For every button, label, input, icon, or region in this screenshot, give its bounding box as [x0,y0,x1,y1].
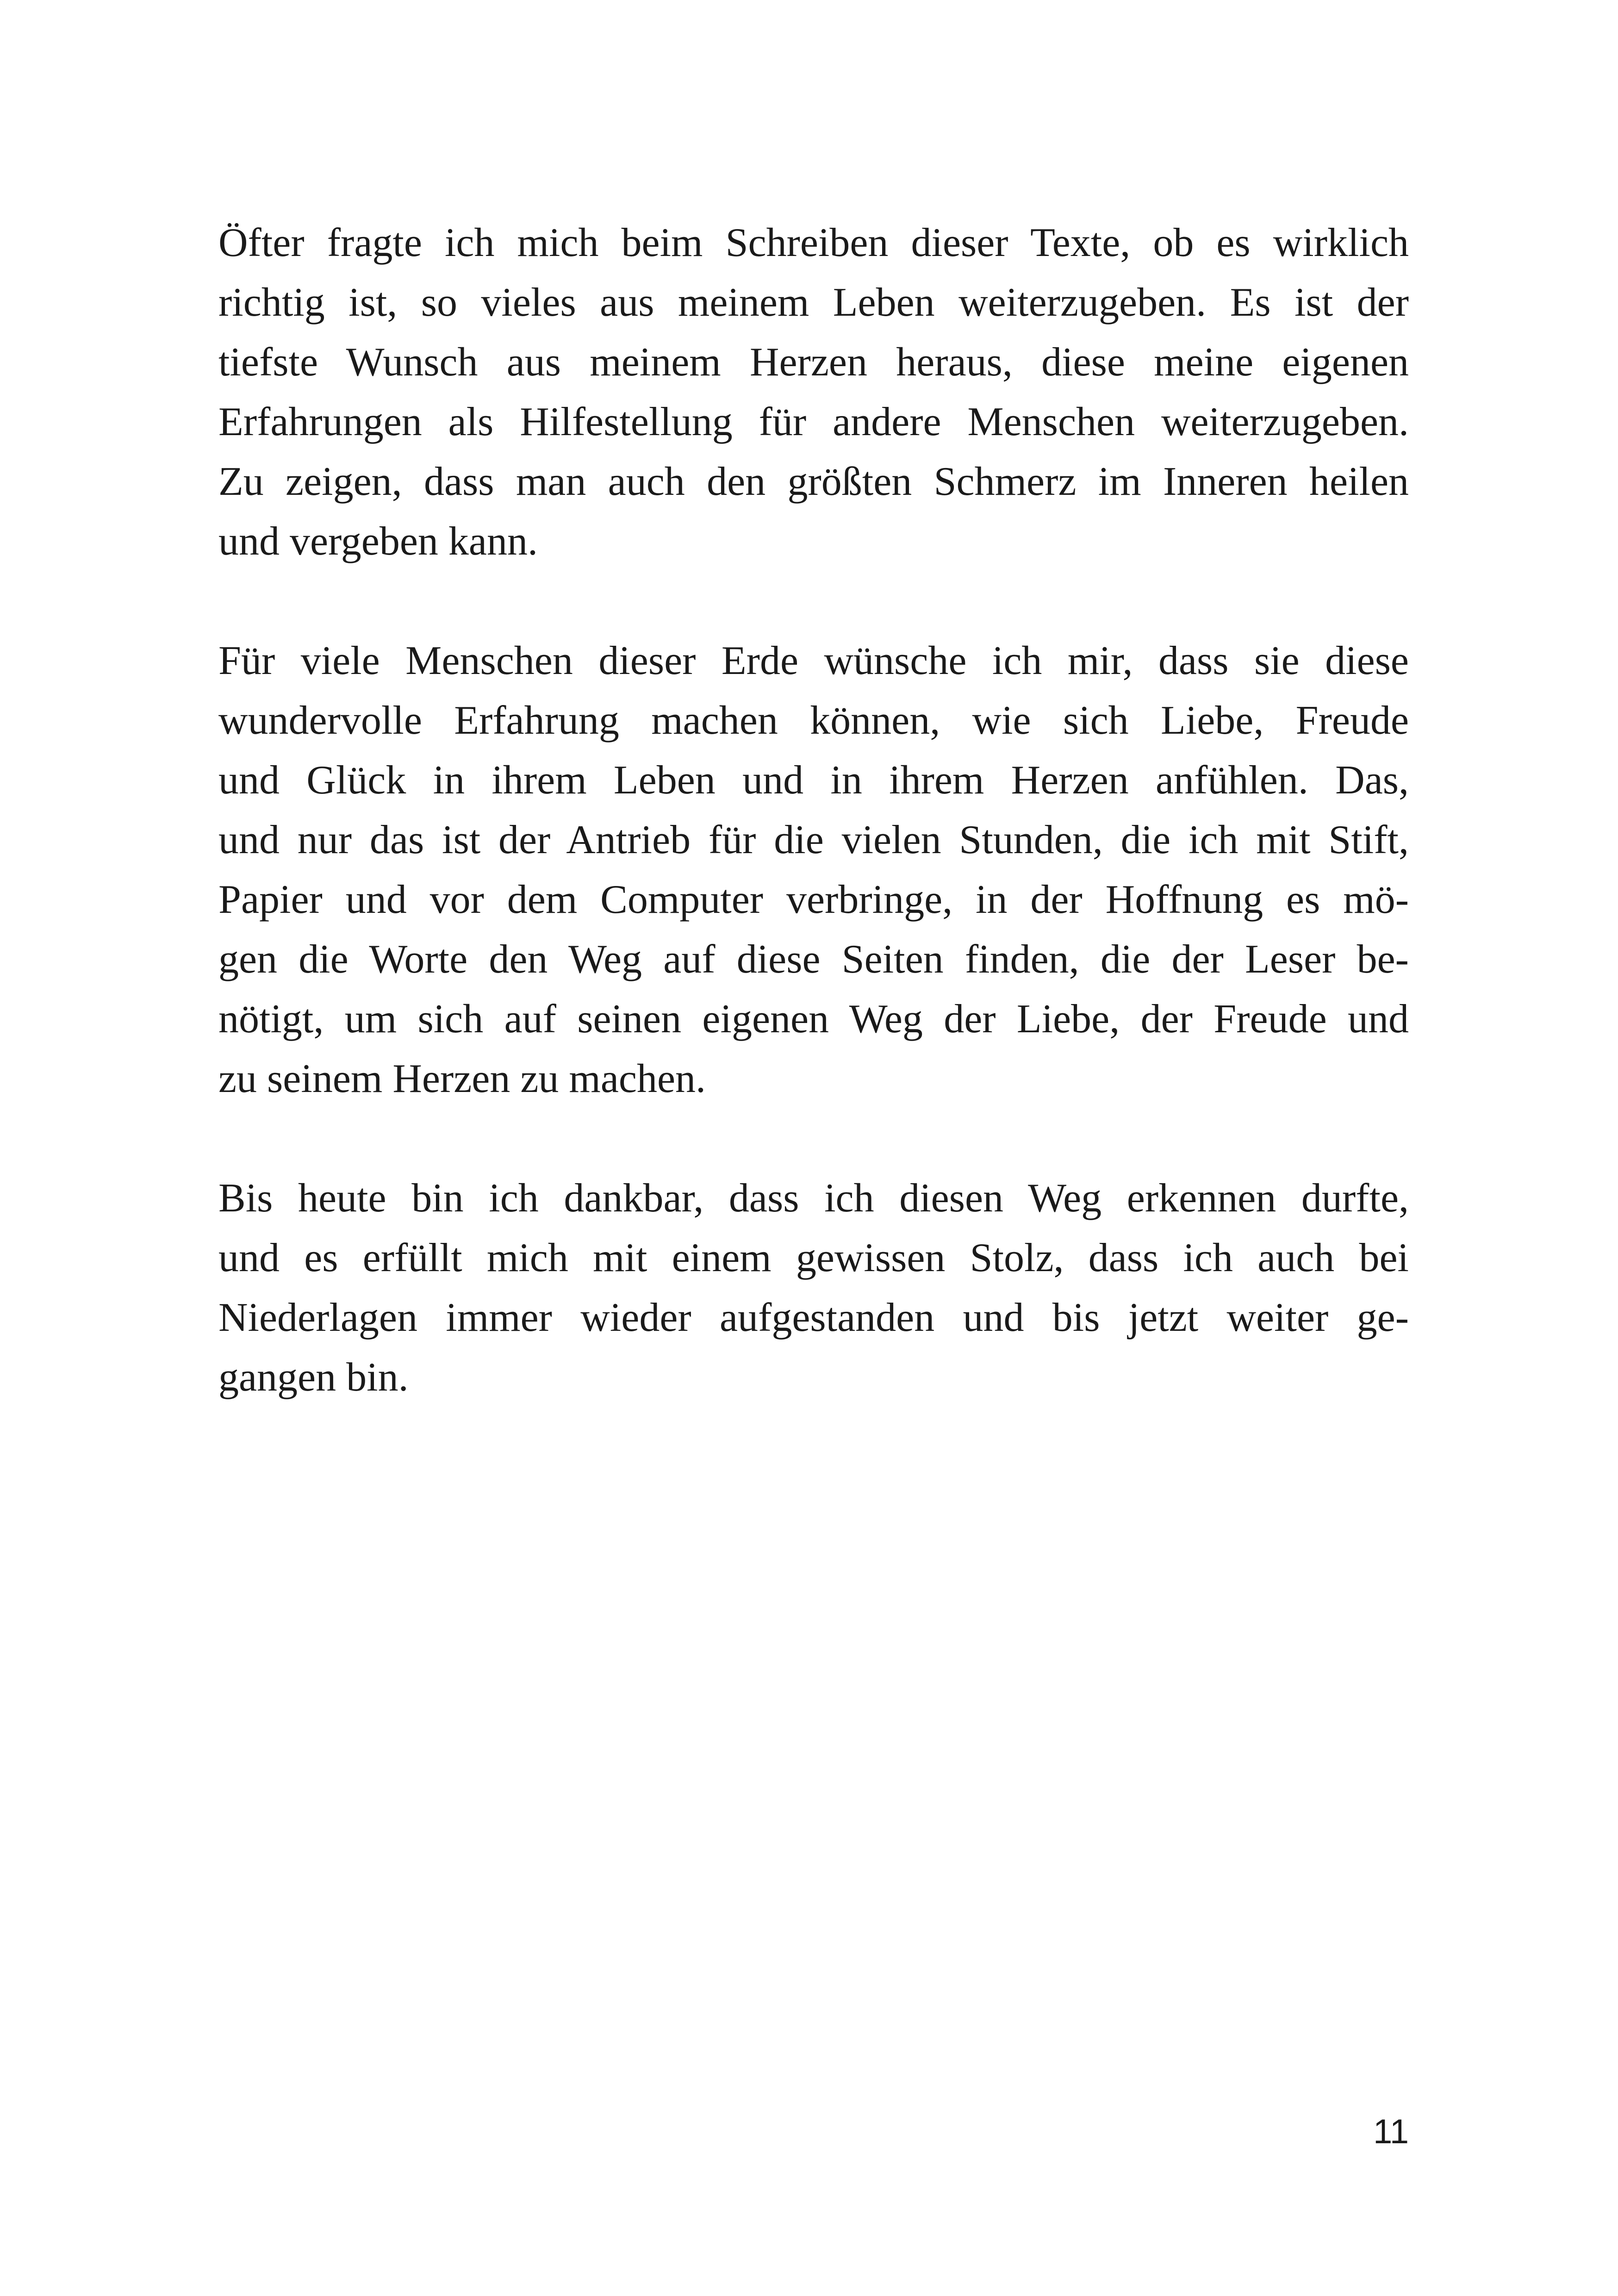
text-line: gen die Worte den Weg auf diese Seiten finden, die der Leser be- [218,937,1409,982]
paragraph-3 [218,1168,1409,1407]
text-line: tiefste Wunsch aus meinem Herzen heraus, diese meine eigenen [218,340,1409,385]
text-line: Erfahrungen als Hilfestellung für andere Menschen weiterzugeben. [218,399,1409,444]
page-number: 11 [1373,2112,1409,2151]
text-line: Niederlagen immer wieder aufgestanden und bis jetzt weiter ge- [218,1295,1409,1340]
text-line: und Glück in ihrem Leben und in ihrem Herzen anfühlen. Das, [218,758,1409,803]
body-text [218,213,1409,1467]
text-line: nötigt, um sich auf seinen eigenen Weg der Liebe, der Freude und [218,997,1409,1042]
text-line: und vergeben kann. [218,519,538,564]
text-line: Bis heute bin ich dankbar, dass ich diesen Weg erkennen durfte, [218,1176,1409,1221]
text-line: Für viele Menschen dieser Erde wünsche ich mir, dass sie diese [218,638,1409,683]
text-line: richtig ist, so vieles aus meinem Leben weiterzugeben. Es ist der [218,280,1409,325]
text-line: Öfter fragte ich mich beim Schreiben dieser Texte, ob es wirklich [218,220,1409,265]
text-line: und es erfüllt mich mit einem gewissen Stolz, dass ich auch bei [218,1235,1409,1280]
paragraph-1 [218,213,1409,571]
text-line: und nur das ist der Antrieb für die vielen Stunden, die ich mit Stift, [218,817,1409,862]
paragraph-2 [218,631,1409,1109]
text-line: gangen bin. [218,1355,409,1400]
text-line: Papier und vor dem Computer verbringe, in der Hoffnung es mö- [218,877,1409,922]
text-line: Zu zeigen, dass man auch den größten Schmerz im Inneren heilen [218,459,1409,504]
text-line: wundervolle Erfahrung machen können, wie sich Liebe, Freude [218,698,1409,743]
text-line: zu seinem Herzen zu machen. [218,1056,706,1101]
